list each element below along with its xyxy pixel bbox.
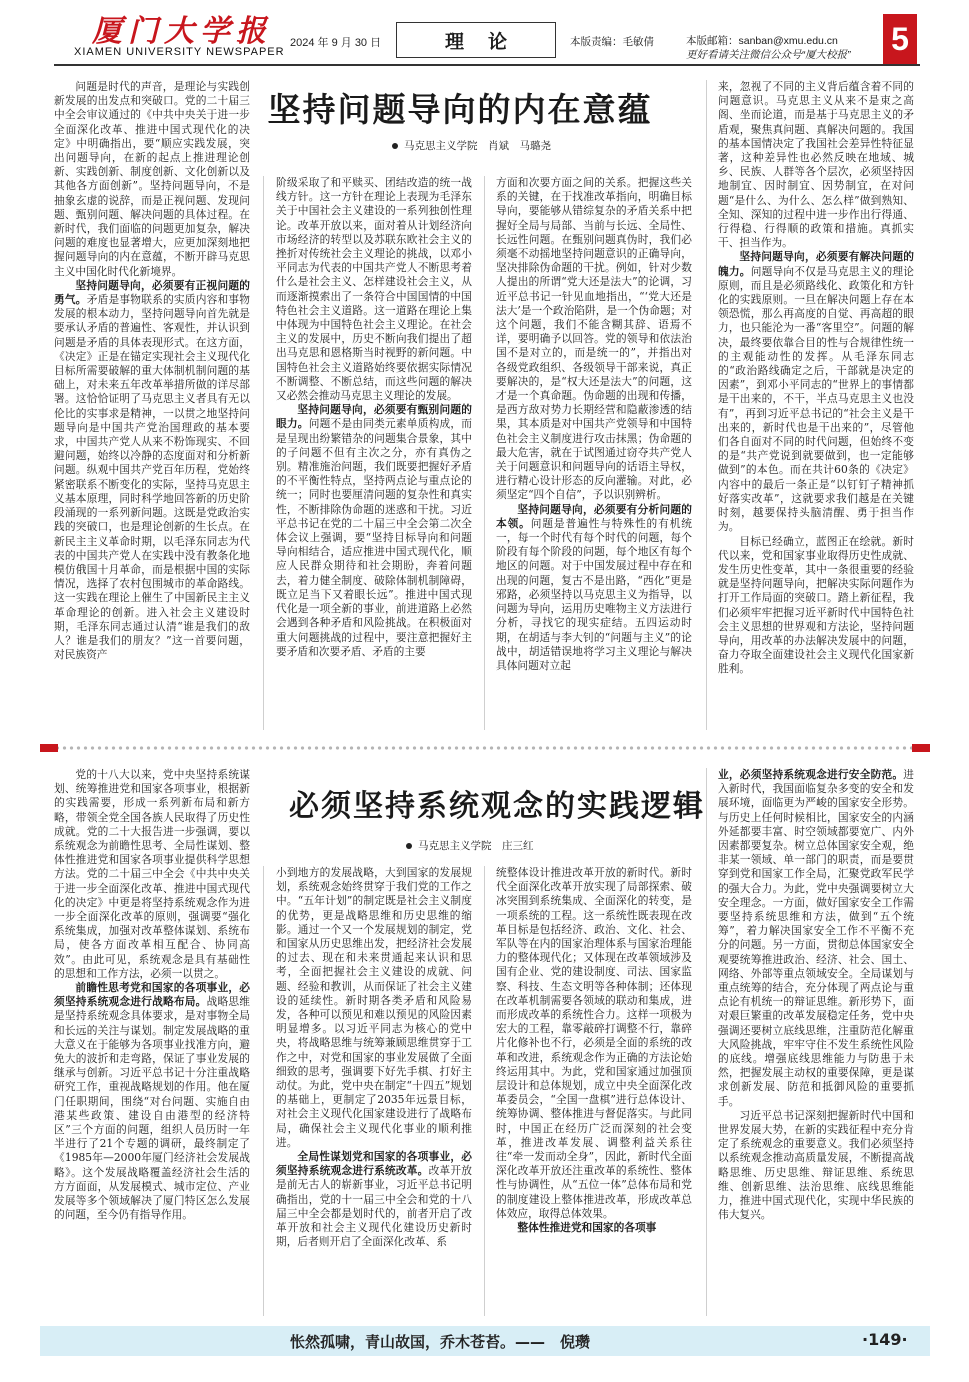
paragraph [718, 1109, 914, 1223]
paragraph-text: 矛盾是事物联系的实质内容和事物发展的根本动力，坚持问题导向首先就是要承认矛盾的普遍性、客观性，并认识到问题是矛盾的具体表现形式。在这方面，《决定》正是在锚定实现社会主义现代化目标所需要破解的重大体制机制问题的基础上，对未来五年改革举措所做的详尽部署。这恰恰证明了马克思主义者具有无以伦比的实事求是精神，一以贯之地坚持问题导向是中国共产党治国理政的基本要求，中国共产党人从来不粉饰现实、不回避问题，始终以冷静的态度面对和分析新问题。纵观中国共产党百年历程，党始终紧密联系不断变化的实际，坚持马克思主义基本原理，同时科学地回答新的历史阶段涌现的一系列新问题。这既是党政治实践的突破口，也是理论创新的生长点。在新民主主义革命时期，以毛泽东同志为代表的中国共产党人在实践中没有教条化地模仿俄国十月革命，而是根据中国的实际情况，选择了农村包围城市的革命路线。这一实践在理论上催生了中国新民主主义革命理论的创新。进入社会主义建设时期，毛泽东同志通过认清“谁是我们的敌人？谁是我们的朋友？”这一首要问题，对民族资产 [54, 293, 250, 662]
article2-column-2 [276, 866, 472, 1316]
paragraph-text: 进入新时代，我国面临复杂多变的安全和发展环境，面临更为严峻的国家安全形势。与历史上任何时候相比，国家安全的内涵外延都要丰富、时空领域都要宽广、内外因素都要复杂。树立总体国家安全观，绝非某一领域、单一部门的职责，而是要贯穿到党和国家工作全局，汇聚党政军民学的强大合力。为此，党中央强调要树立大安全理念。一方面，做好国家安全工作需要坚持系统思维和方法，做到“五个统筹”，着力解决国家安全工作不平衡不充分的问题。另一方面，贯彻总体国家安全观要统筹推进政治、经济、社会、国土、网络、外部等重点领域安全。全局谋划与重点统筹的结合，充分体现了两点论与重点论有机统一的辩证思维。新形势下，面对艰巨繁重的改革发展稳定任务，党中央强调还要树立底线思维，注重防范化解重大风险挑战，牢牢守住不发生系统性风险的底线。增强底线思维能力与防患于未然，把握发展主动权的重要保障，更是谋求创新发展、防范和抵御风险的重要抓手。 [718, 768, 914, 1108]
paragraph-text: 业，必须坚持系统观念进行安全防范。 [718, 768, 904, 781]
paragraph-heading: 坚持问题导向，必须要有分析问题的本领。 [496, 502, 692, 530]
paragraph [496, 176, 692, 503]
paragraph-text: 问题导向不仅是马克思主义的理论原则，而且是必须路线化、政策化和方针化的实践原则。一旦在解决问题上存在本领恐慌，那么再高度的自觉、再高超的眼力，也只能沦为一番“客里空”。问题的解决，最终要依靠合目的性与合规律性统一的主观能动性的发挥。从毛泽东同志的“政治路线确定之后，干部就是决定的因素”，到邓小平同志的“世界上的事情都是干出来的，不干，半点马克思主义也没有”，再到习近平总书记的“社会主义是干出来的，新时代也是干出来的”，尽管他们各自面对不同的时代问题，但始终不变的是“共产党说到就要做到，也一定能够做到”的本色。而在共计60条的《决定》内容中的最后一条正是“以钉钉子精神抓好落实改革”，这就要求我们越是在关键时刻，越要保持头脑清醒、勇于担当作为。 [718, 264, 914, 534]
article1-column-4 [718, 80, 914, 730]
article2-byline-text: 马克思主义学院 庄三红 [418, 840, 534, 852]
paragraph-text: 战略思维是坚持系统观念具体要求，是对事物全局和长远的关注与谋划。制定发展战略的重大意义在于能够为各项事业找准方向，避免大的波折和走弯路，保证了事业发展的继承与创新。习近平总书记十分注重战略研究工作，重视战略规划的作用。他在厦门任职期间，围绕“对台问题、实施自由港某些政策、建设自由港型的经济特区”三个方面的问题，组织人员历时一年半进行了21个专题的调研，最终制定了《1985年—2000年厦门经济社会发展战略》。这个发展战略覆盖经济社会生活的方方面面，从发展模式、城市定位、产业发展等多个领域解决了厦门特区怎么发展的问题，至今仍有指导作用。 [54, 995, 250, 1222]
page-editor: 本版责编：毛敏倩 [570, 36, 654, 48]
paragraph-text: 问题是普遍性与特殊性的有机统一，每一个时代有每个时代的问题，每个阶段有每个阶段的问题，每个地区有每个地区的问题。对于中国发展过程中存在和出现的问题，复古不是出路，“西化”更是邪路，必须坚持以马克思主义为指导，以问题为导向，运用历史唯物主义方法进行分析，寻找它的现实症结。五四运动时期，在胡适与李大钊的“问题与主义”的论战中，胡适错误地将学习主义理论与解决具体问题对立起 [496, 516, 692, 672]
paragraph-text: 小到地方的发展战略，大到国家的发展规划，系统观念始终贯穿于我们党的工作之中。“五年计划”的制定既是社会主义制度的优势，更是战略思维和历史思维的缩影。通过一个又一个发展规划的制定，党和国家从历史思维出发，把经济社会发展的过去、现在和未来贯通起来认识和思考，全面把握社会主义建设的成就、问题、经验和教训，从而保证了社会主义建设的延续性。新时期各类矛盾和风险易发，各种可以预见和难以预见的风险因素明显增多。以习近平同志为核心的党中央，将战略思维与统筹兼顾思维贯穿于工作之中，对党和国家的事业发展做了全面细致的思考，强调要下好先手棋、打好主动仗。为此，党中央在制定“十四五”规划的基础上，更制定了2035年远景目标，对社会主义现代化国家建设进行了战略布局，确保社会主义现代化事业的顺利推进。 [276, 866, 472, 1149]
column-rule [484, 866, 485, 1316]
paragraph [54, 80, 250, 279]
article1-column-1 [54, 80, 250, 730]
footer-quote: 怅然孤啸，青山故国，乔木苍苔。—— 倪瓒 [290, 1333, 591, 1351]
paragraph [718, 80, 914, 250]
masthead-rule [54, 64, 920, 66]
article1-column-3 [496, 176, 692, 730]
paragraph [54, 279, 250, 662]
paragraph-text: 问题不是由同类元素单质构成，而是呈现出纷繁错杂的问题集合景象，其中的子问题不但有主次之分，亦有真伪之别。精准施治问题，我们既要把握好矛盾的不平衡性特点，坚持两点论与重点论的统一；同时也要厘清问题的复杂性和真实性，不断排除伪命题的迷惑和干扰。习近平总书记在党的二十届三中全会第二次全体会议上强调，要“坚持目标导向和问题导向相结合，适应推进中国式现代化，顺应人民群众期待和社会期盼，奔着问题去，着力健全制度、破除体制机制障碍，既立足当下又着眼长远”。推进中国式现代化是一项全新的事业，前进道路上必然会遇到各种矛盾和风险挑战。在积极面对重大问题挑战的过程中，要注意把握好主要矛盾和次要矛盾、矛盾的主要 [276, 417, 472, 658]
article2-title: 必须坚持系统观念的实践逻辑 [289, 789, 705, 824]
paragraph-text: 改革开放是前无古人的崭新事业，习近平总书记明确指出，党的十一届三中全会和党的十八届三中全会都是划时代的，前者开启了改革开放和社会主义现代化建设历史新时期，后者则开启了全面深化改革、系 [276, 1164, 472, 1249]
paragraph-heading: 前瞻性思考党和国家的各项事业，必须坚持系统观念进行战略布局。 [54, 981, 250, 1009]
paragraph-text: 来，忽视了不同的主义背后蕴含着不同的问题意识。马克思主义从来不是束之高阁、坐而论道，而是基于马克思主义的矛盾观，聚焦真问题、真解决问题的。我国的基本国情决定了我国社会差异性特征显著，这种差异性也必然反映在地域、城乡、民族、人群等各个层次，必须坚持因地制宜、因时制宜、因势制宜，在对问题“是什么、为什么、怎么样”做到熟知、全知、深知的过程中进一步作出行得通、行得稳、行得顺的政策和措施。真抓实干、担当作为。 [718, 80, 914, 250]
page-email[interactable]: 本版邮箱：sanban@xmu.edu.cn [686, 35, 838, 47]
column-rule [263, 176, 264, 730]
column-rule [706, 80, 707, 730]
article1-column-2 [276, 176, 472, 730]
article2-column-3 [496, 866, 692, 1316]
paragraph-text: 习近平总书记深刻把握新时代中国和世界发展大势，在新的实践征程中充分肯定了系统观念的重要意义。我们必须坚持以系统观念推动高质量发展，不断提高战略思维、历史思维、辩证思维、系统思维、创新思维、法治思维、底线思维能力，推进中国式现代化，实现中华民族的伟大复兴。 [718, 1108, 914, 1222]
article-divider [40, 745, 930, 751]
article1-byline [392, 138, 551, 153]
bullet-icon [406, 843, 412, 849]
paragraph-heading: 全局性谋划党和国家的各项事业，必须坚持系统观念进行系统改革。 [276, 1150, 472, 1178]
paragraph [496, 866, 692, 1221]
paragraph [718, 250, 914, 534]
paragraph [54, 981, 250, 1222]
masthead-english-name: XIAMEN UNIVERSITY NEWSPAPER [74, 46, 285, 58]
footer-page-number: ·149· [862, 1330, 908, 1349]
paragraph-text: 方面和次要方面之间的关系。把握这些关系的关键，在于找准改革指向，明确目标导向，要能够从错综复杂的矛盾关系中把握好全局与局部、当前与长远、全局性、长远性问题。在甄别问题真伪时，我们必须毫不动摇地坚持问题意识的正确导向，坚决排除伪命题的干扰。例如，针对少数人提出的所谓“党大还是法大”的论调，习近平总书记一针见血地指出，“‘党大还是法大’是一个政治陷阱，是一个伪命题；对这个问题，我们不能含糊其辞、语焉不详，要明确予以回答。党的领导和依法治国不是对立的，而是统一的”，并指出对各级党政组织、各级领导干部来说，真正要解决的，是“权大还是法大”的问题，这才是一个真命题。伪命题的出现和传播，是西方敌对势力长期经营和隐蔽渗透的结果，其本质是对中国共产党领导和中国特色社会主义制度进行攻击抹黑；伪命题的最大危害，就在于试图通过窃夺共产党人关于问题意识和问题导向的话语主导权，进行精心设计形态的反向灌输。对此，必须坚定“四个自信”，予以识别辨析。 [496, 176, 692, 502]
paragraph-heading: 坚持问题导向，必须要有正视问题的勇气。 [54, 278, 250, 307]
paragraph-heading: 坚持问题导向，必须要有解决问题的魄力。 [718, 250, 914, 278]
article2-column-4 [718, 768, 914, 1316]
article1-title: 坚持问题导向的内在意蕴 [267, 90, 653, 129]
page-number-badge: 5 [883, 14, 917, 64]
paragraph-text: 阶级采取了和平赎买、团结改造的统一战线方针。这一方针在理论上表现为毛泽东关于中国社会主义建设的一系列独创性理论。改革开放以来，面对着从计划经济向市场经济的转型以及苏联东欧社会主义的挫折对传统社会主义理论的挑战，以邓小平同志为代表的中国共产党人不断思考着什么是社会主义、怎样建设社会主义，从而逐渐摸索出了一条符合中国国情的中国特色社会主义道路。这一道路在理论上集中体现为中国特色社会主义理论。在社会主义的发展中，历史不断向我们提出了超出马克思和恩格斯当时视野的新问题。中国特色社会主义道路始终要依据实际情况不断调整、不断总结，而这些问题的解决又必然会推动马克思主义理论的发展。 [276, 176, 472, 403]
paragraph [276, 866, 472, 1150]
bullet-icon [392, 143, 398, 149]
paragraph-heading: 坚持问题导向，必须要有甄别问题的眼力。 [276, 403, 472, 431]
paragraph [718, 768, 914, 1109]
article2-byline [406, 838, 534, 853]
column-rule [706, 768, 707, 1316]
divider-accent-right [912, 744, 930, 752]
column-rule [484, 176, 485, 730]
paragraph-heading: 整体性推进党和国家的各项事 [517, 1221, 657, 1235]
article2-column-1 [54, 768, 250, 1316]
paragraph [276, 176, 472, 403]
paragraph-text: 问题是时代的声音，是理论与实践创新发展的出发点和突破口。党的二十届三中全会审议通过的《中共中央关于进一步全面深化改革、推进中国式现代化的决定》中明确指出，要“顺应实践发展，突出问题导向，在新的起点上推进理论创新、实践创新、制度创新、文化创新以及其他各方面创新”。坚持问题导向，不是抽象玄虚的说辞，而是正视问题、发现问题、甄别问题、解决问题的具体过程。在新时代，我们面临的问题更加复杂，解决问题的难度也显著增大，应更加深刻地把握问题导向的内在意蕴，不断开辟马克思主义中国化时代化新境界。 [54, 80, 250, 278]
column-rule [263, 866, 264, 1316]
article1-byline-text: 马克思主义学院 肖斌 马璐尧 [404, 140, 551, 152]
paragraph [276, 1150, 472, 1249]
paragraph-text: 统整体设计推进改革开放的新时代。新时代全面深化改革开放实现了局部探索、破冰突围到系统集成、全面深化的转变，是一项系统的工程。这一系统性既表现在改革目标是包括经济、政治、文化、社会、军队等在内的国家治理体系与国家治理能力的整体现代化；又体现在改革领域涉及国有企业、党的建设制度、司法、国家监察、科技、生态文明等各种体制；还体现在改革机制需要各领域的联动和集成，进而形成改革的系统性合力。这样一项极为宏大的工程，靠零敲碎打调整不行，靠碎片化修补也不行，必须是全面的系统的改革和改进，系统观念作为正确的方法论始终运用其中。为此，党和国家通过加强顶层设计和总体规划，成立中央全面深化改革委员会，“全国一盘棋”进行总体设计、统筹协调、整体推进与督促落实。与此同时，中国正在经历广泛而深刻的社会变革，推进改革发展、调整利益关系往往“牵一发而动全身”，因此，新时代全面深化改革开放还注重改革的系统性、整体性与协调性，从“五位一体”总体布局和党的制度建设上整体推进改革，形成改革总体效应，取得总体效果。 [496, 866, 692, 1220]
wechat-notice: 更好看请关注微信公众号“厦大校报” [686, 49, 851, 61]
divider-accent-left [40, 744, 58, 752]
paragraph [496, 503, 692, 673]
section-label: 理论 [396, 22, 556, 58]
paragraph [718, 535, 914, 677]
paragraph [276, 403, 472, 659]
paragraph-text: 目标已经确立，蓝图正在绘就。新时代以来，党和国家事业取得历史性成就、发生历史性变革，其中一条很重要的经验就是坚持问题导向，把解决实际问题作为打开工作局面的突破口。踏上新征程，我们必须牢牢把握习近平新时代中国特色社会主义思想的世界观和方法论，坚持问题导向，用改革的办法解决发展中的问题，奋力夺取全面建设社会主义现代化国家新胜利。 [718, 534, 914, 676]
issue-date: 2024 年 9 月 30 日 [290, 37, 382, 49]
paragraph-text: 党的十八大以来，党中央坚持系统谋划、统筹推进党和国家各项事业，根据新的实践需要，形成一系列新布局和新方略，带领全党全国各族人民取得了历史性成就。党的二十大报告进一步强调，要以系统观念为前瞻性思考、全局性谋划、整体性推进党和国家各项事业提供科学思想方法。党的二十届三中全会《中共中央关于进一步全面深化改革、推进中国式现代化的决定》中更是将坚持系统观念作为进一步全面深化改革的原则，强调要“强化系统集成，加强对改革整体谋划、系统布局，使各方面改革相互配合、协同高效”。由此可见，系统观念是具有基础性的思想和工作方法，必须一以贯之。 [54, 768, 250, 980]
paragraph [54, 768, 250, 981]
paragraph [496, 1221, 692, 1235]
masthead-logo: 厦门大学报 [92, 14, 272, 49]
